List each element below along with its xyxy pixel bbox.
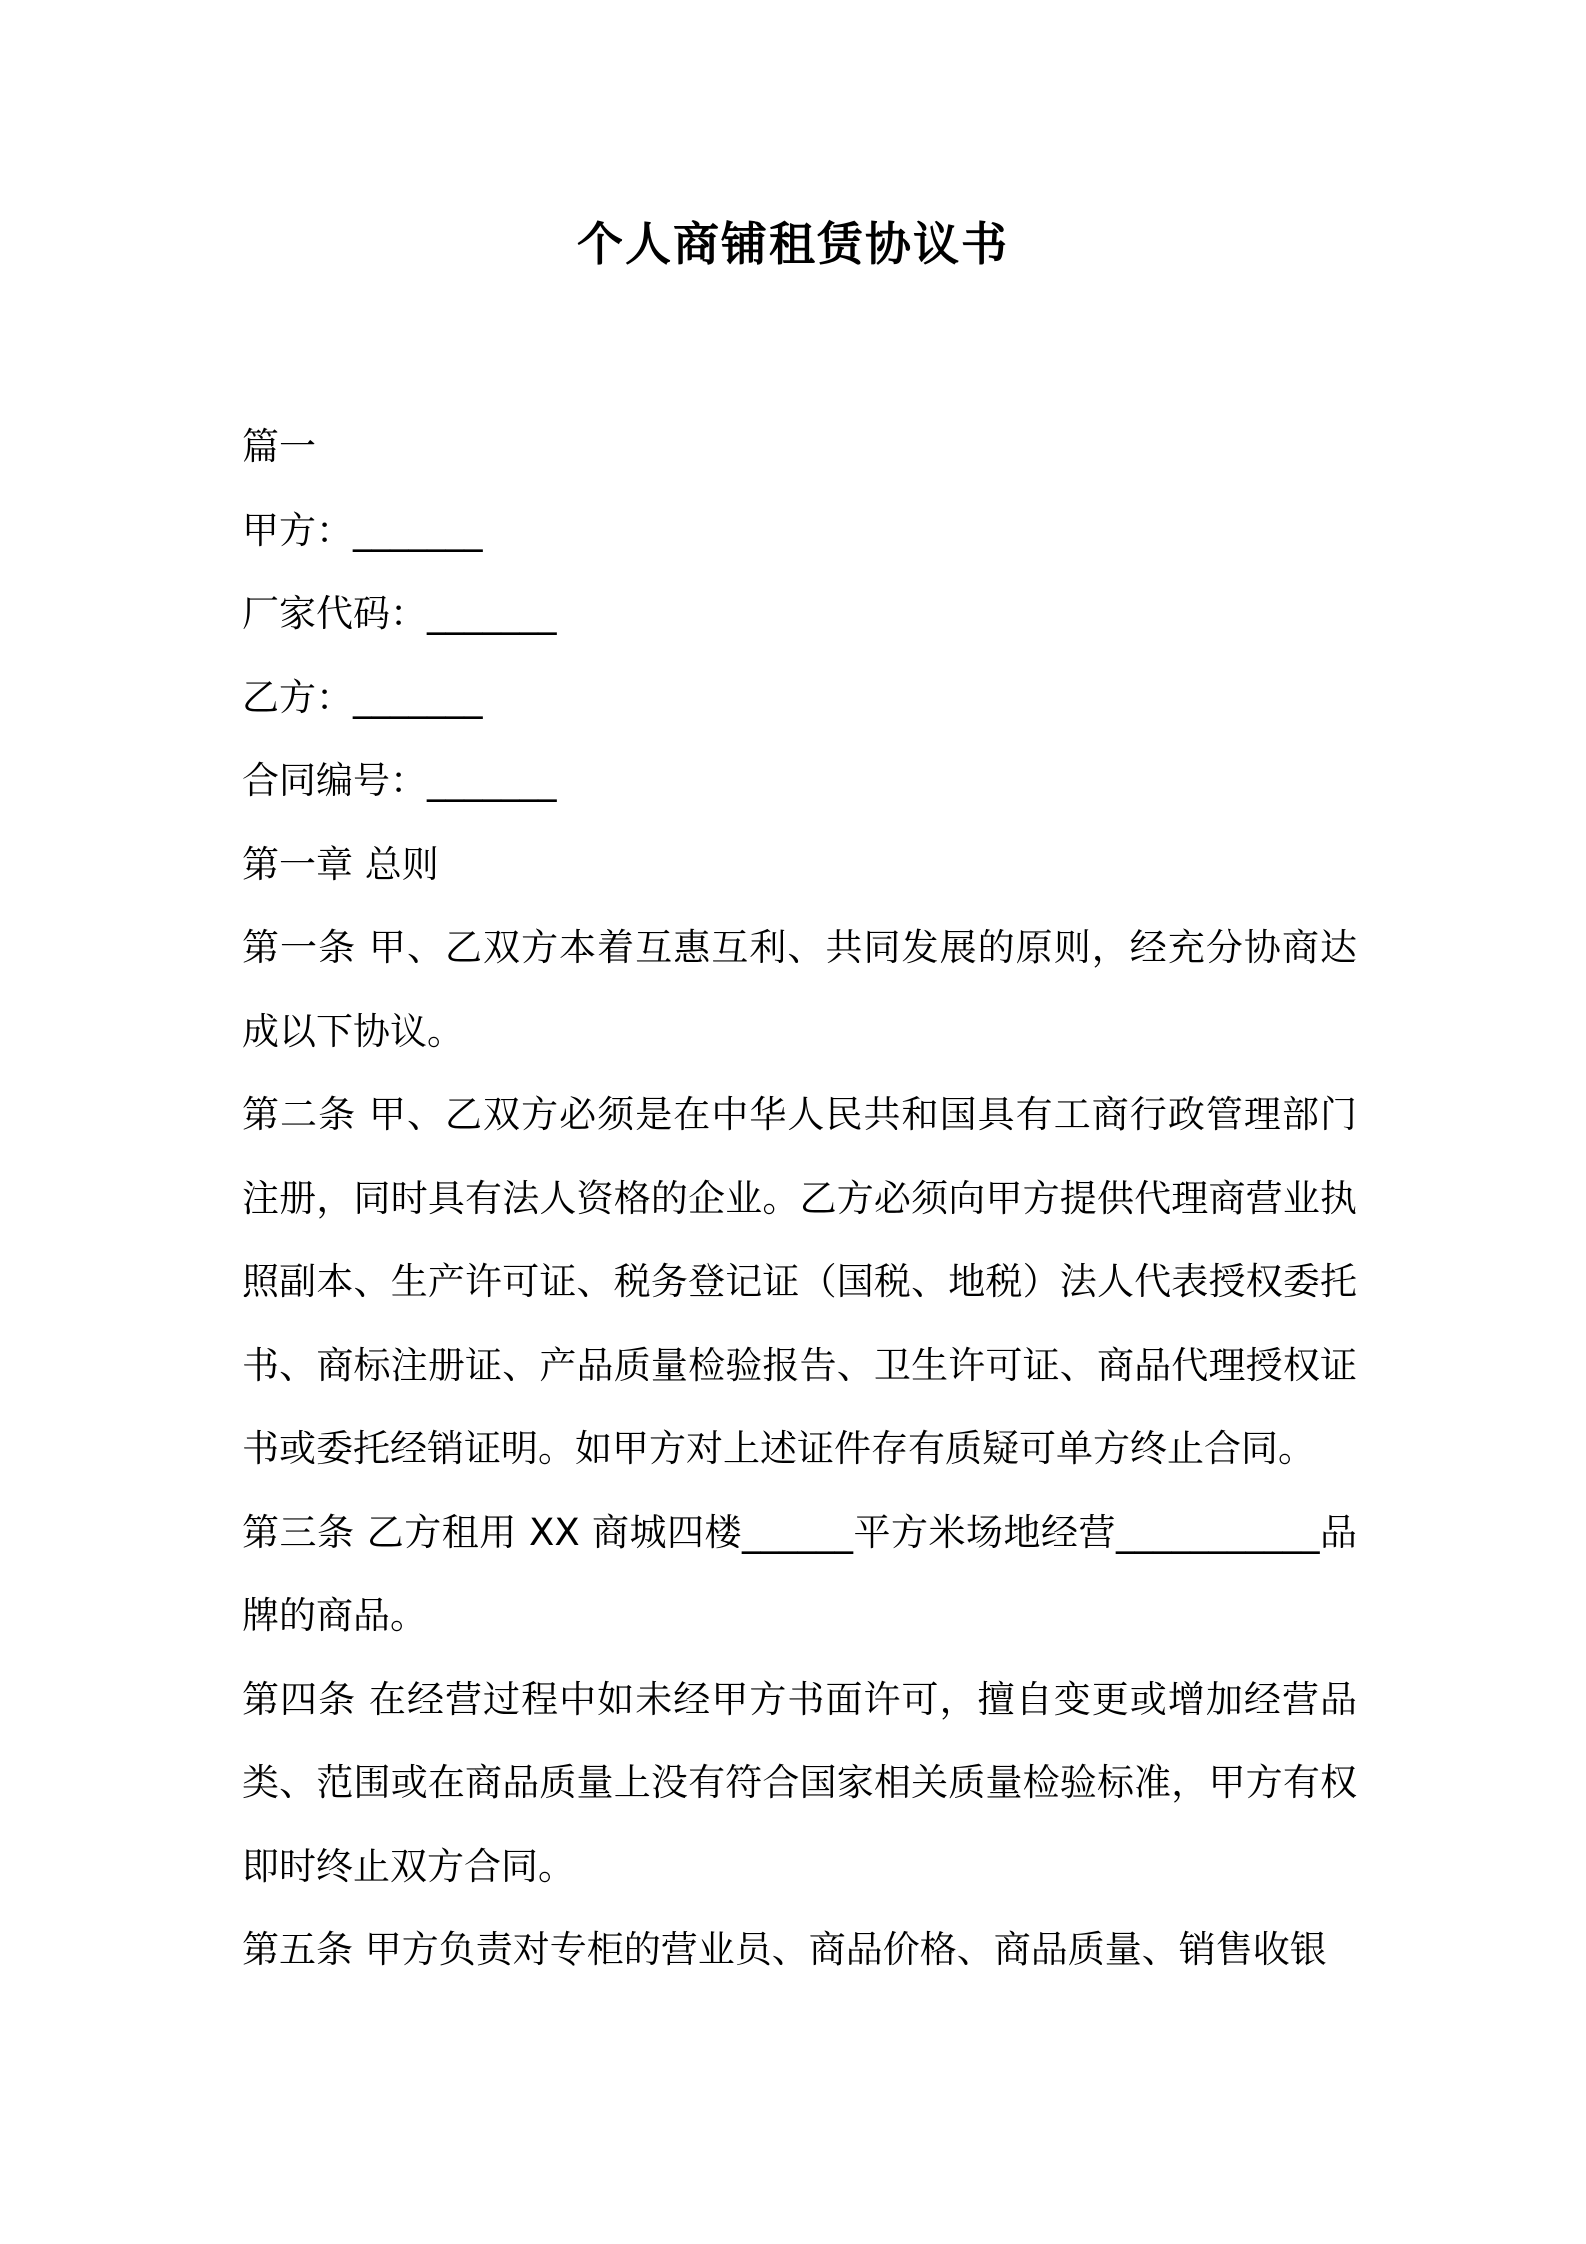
manufacturer-code-field: 厂家代码：_______ xyxy=(242,592,557,635)
document-title: 个人商铺租赁协议书 xyxy=(577,217,1009,271)
article-paragraph-4: 第四条 在经营过程中如未经甲方书面许可，擅自变更或增加经营品类、范围或在商品质量上没有符合国家相关质量检验标准，甲方有权即时终止双方合同。 xyxy=(242,1677,1357,1888)
article-paragraph-1: 第一条 甲、乙双方本着互惠互利、共同发展的原则，经充分协商达成以下协议。 xyxy=(242,926,1357,1053)
party-a-field: 甲方：_______ xyxy=(242,508,483,552)
article-paragraph-5: 第五条 甲方负责对专柜的营业员、商品价格、商品质量、销售收银 xyxy=(242,1928,1327,1971)
section-heading: 篇一 xyxy=(242,425,316,468)
article-paragraph-3: 第三条 乙方租用 XX 商城四楼______平方米场地经营___________品牌的商品。 xyxy=(242,1510,1357,1637)
contract-number-field: 合同编号：_______ xyxy=(242,759,557,802)
chapter-heading: 第一章 总则 xyxy=(242,842,439,886)
party-b-field: 乙方：_______ xyxy=(242,675,483,719)
article-paragraph-2: 第二条 甲、乙双方必须是在中华人民共和国具有工商行政管理部门注册，同时具有法人资格的企业。乙方必须向甲方提供代理商营业执照副本、生产许可证、税务登记证（国税、地税）法人代表授权委托书、商标注册证、产品质量检验报告、卫生许可证、商品代理授权证书或委托经销证明。如甲方对上述证件存有质疑可单方终止合同。 xyxy=(242,1093,1357,1470)
document-body xyxy=(242,405,1357,1992)
